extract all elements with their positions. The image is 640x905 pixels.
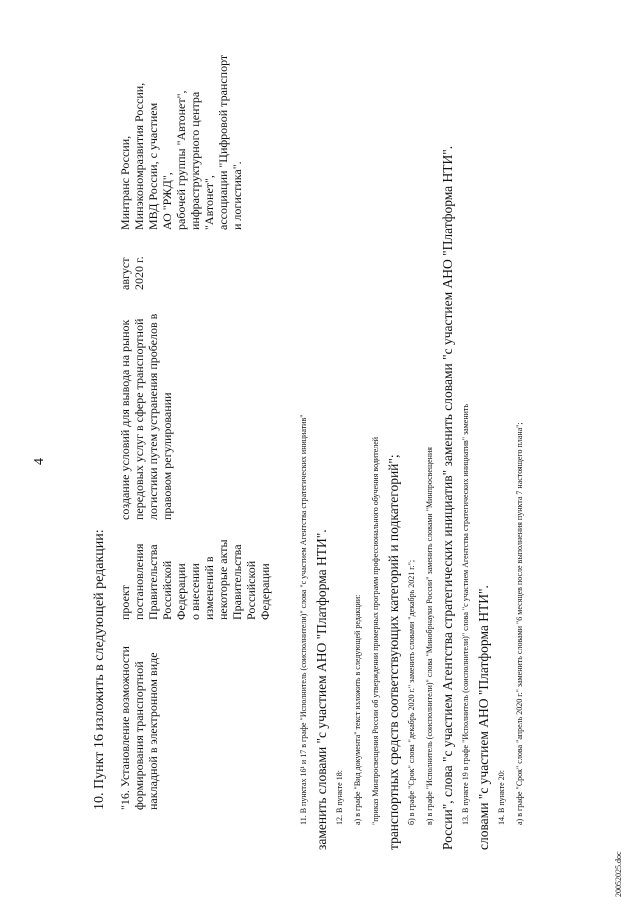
paragraph-12: 12. В пункте 18: [335, 770, 344, 825]
paragraph-14: 14. В пункте 20: [497, 770, 506, 825]
file-name-footer: 20052025.doc [614, 851, 623, 897]
table-cell-document-type: проект постановления Правительства Российской Федерации о внесении изменений в некоторые акты Правительства Российской Федерации [118, 539, 272, 620]
table-cell-result: создание условий для вывода на рынок передовых услуг в сфере транспортной логистики путем устранения пробелов в правовом регулировании [118, 313, 174, 520]
table-cell-executors: Минтранс России, Минэкономразвития России, МВД России, с участием АО "РЖД", рабочей группы "Автонет", инфраструктурного центра "Автонет", ассоциации "Цифровой транспорт и логистика". [118, 54, 244, 230]
paragraph-12a-cont: транспортных средств соответствующих категорий и подкатегорий"; [386, 454, 401, 850]
paragraph-11-cont: заменить словами "с участием АНО "Платформа НТИ". [314, 529, 329, 850]
paragraph-13-cont: словами "с участием АНО "Платформа НТИ". [476, 585, 491, 850]
paragraph-12a-text: "приказ Минпросвещения России об утверждении примерных программ профессионального обучения водителей [371, 436, 380, 825]
paragraph-12b: б) в графе "Срок" слова "декабрь 2020 г." заменить словами "декабрь 2021 г."; [407, 559, 416, 825]
table-cell-deadline: август 2020 г. [118, 256, 146, 290]
paragraph-13: 13. В пункте 19 в графе "Исполнитель (соисполнители)" слова "с участием Агентства стратегических инициатив" заменить [461, 403, 470, 825]
paragraph-14a: а) в графе "Срок" слова "апрель 2020 г." заменить словами "6 месяцев после выполнения пункта 7 настоящего плана"; [515, 422, 524, 825]
paragraph-12a: а) в графе "Вид документа" текст изложить в следующей редакции: [353, 594, 362, 825]
intro-paragraph: 10. Пункт 16 изложить в следующей редакции: [92, 529, 107, 810]
page-number: 4 [32, 458, 47, 465]
paragraph-12v: в) в графе "Исполнитель (соисполнители)" слова "Минобрнауки России" заменить словами "Минпросвещения [425, 447, 434, 825]
paragraph-12v-cont: России", слова "с участием Агентства стратегических инициатив" заменить словами "с участием АНО "Платформа НТИ". [440, 145, 455, 850]
paragraph-11: 11. В пунктах 16¹ и 17 в графе "Исполнитель (соисполнители)" слова "с участием Агентства стратегических инициатив" [299, 414, 308, 825]
table-cell-measure: "16. Установление возможности формирования транспортной накладной в электронном виде [118, 646, 160, 810]
